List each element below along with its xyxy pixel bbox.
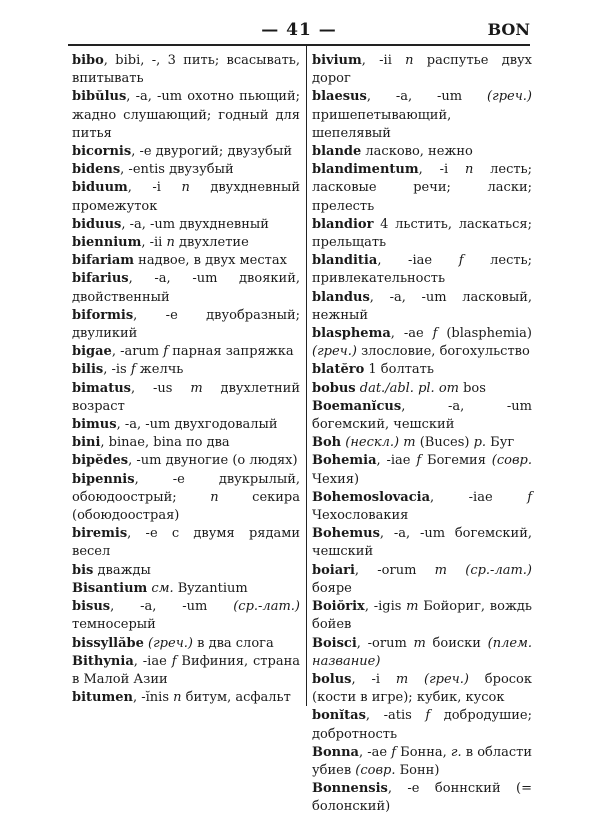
entry-text: , -ae	[359, 744, 392, 760]
entry-text: Богемия	[421, 453, 492, 469]
grammar-note: m	[190, 380, 203, 396]
entry-text: , -orum	[354, 562, 435, 578]
entry-text	[447, 563, 465, 578]
dictionary-entry	[72, 161, 300, 179]
dictionary-entry	[312, 562, 532, 598]
entry-text: ласково, нежно	[361, 144, 473, 160]
grammar-note: (плем. название)	[312, 635, 532, 669]
headword: blaesus	[312, 89, 367, 105]
grammar-note: m	[406, 599, 419, 615]
entry-text: , -a, -um двухдневный	[121, 216, 269, 232]
headword: blatĕro	[312, 362, 365, 378]
grammar-note: f	[416, 453, 422, 469]
grammar-note: f	[391, 744, 397, 760]
dictionary-entry	[312, 707, 532, 743]
dictionary-entry	[72, 598, 300, 634]
headword: bifariam	[72, 253, 135, 269]
grammar-note: (нескл.)	[345, 435, 400, 451]
grammar-note: f	[171, 653, 177, 669]
entry-text: , -i	[127, 180, 182, 196]
dictionary-entry	[312, 671, 532, 707]
headword: bini	[72, 435, 101, 451]
dictionary-entry	[72, 343, 300, 361]
dictionary-entry	[72, 653, 300, 689]
entry-text: , -i	[418, 162, 465, 178]
headword: bipĕdes	[72, 453, 129, 469]
grammar-note: m	[403, 435, 416, 451]
dictionary-entry	[312, 325, 532, 361]
grammar-note: (ср.-лат.)	[233, 599, 300, 615]
dictionary-entry	[72, 635, 300, 653]
headword: Bohemus	[312, 526, 380, 542]
headword: biennium	[72, 235, 142, 251]
entry-text: лесть; ласковые речи; ласки; прелесть	[312, 162, 533, 214]
dictionary-entry	[72, 307, 300, 343]
headword: bibŭlus	[72, 89, 127, 105]
dictionary-entry	[72, 452, 300, 470]
entry-text: , -e двукрылый, обоюдоострый;	[72, 471, 300, 505]
entry-text: , -orum	[356, 635, 414, 651]
right-column	[312, 52, 532, 817]
dictionary-entry	[72, 88, 300, 143]
headword: bolus	[312, 671, 352, 687]
grammar-note: (греч.)	[424, 671, 469, 687]
headword: bissyllăbe	[72, 635, 144, 651]
grammar-note: г.	[450, 744, 462, 760]
headword: biremis	[72, 526, 128, 542]
entry-text: , -a, -um охотно пьющий; жадно слушающий; годный для питья	[72, 89, 300, 141]
entry-text: , -us	[130, 380, 191, 396]
entry-text: , -iae	[377, 253, 459, 269]
grammar-note: (ср.-лат.)	[465, 562, 533, 578]
dictionary-entry	[312, 216, 532, 252]
entry-text: , -atis	[365, 708, 426, 724]
grammar-note: m	[434, 562, 447, 578]
entry-text: Бонна,	[396, 744, 451, 760]
entry-text: , -ae	[390, 326, 433, 342]
entry-text: , -um двуногие (о людях)	[128, 453, 298, 469]
entry-text: парная запряжка	[168, 344, 294, 360]
dictionary-entry	[312, 380, 532, 398]
dictionary-entry	[312, 398, 532, 434]
grammar-note: (греч.)	[487, 89, 532, 105]
headword: bibo	[72, 53, 104, 68]
entry-text: двухлетие	[174, 235, 249, 251]
entry-text: лесть; привлекательность	[312, 253, 532, 287]
dictionary-entry	[72, 52, 300, 88]
grammar-note: (совр.	[355, 762, 396, 778]
dictionary-entry	[312, 452, 532, 488]
headword: bidens	[72, 162, 121, 178]
entry-text: боиски	[425, 635, 488, 651]
headword: biformis	[72, 307, 134, 323]
entry-text: (Buces)	[415, 435, 474, 451]
page-number: — 41 —	[261, 20, 337, 40]
dictionary-entry	[312, 489, 532, 525]
entry-text: Буг	[486, 435, 515, 451]
dictionary-entry	[312, 598, 532, 634]
entry-text: , -is	[103, 362, 131, 378]
entry-text: в области убиев	[312, 744, 532, 778]
grammar-note: m	[395, 671, 409, 687]
grammar-note: см.	[151, 580, 174, 596]
entry-text: bos	[458, 380, 486, 396]
guide-word: BON	[487, 20, 530, 39]
entry-text: , -e двурогий; двузубый	[131, 144, 292, 160]
headword: bipennis	[72, 471, 135, 487]
dictionary-entry	[312, 52, 532, 88]
headword: Bisantium	[72, 580, 148, 596]
entry-text: , -a, -um	[110, 599, 234, 615]
entry-text: , -entis двузубый	[120, 162, 234, 178]
headword: bitumen	[72, 690, 133, 706]
entry-text: , -e боннский (= болонский)	[312, 781, 532, 815]
dictionary-entry	[312, 780, 532, 816]
grammar-note: f	[425, 708, 431, 724]
dictionary-entry	[312, 744, 532, 780]
entry-text: , -ii	[361, 53, 406, 68]
grammar-note: f	[432, 326, 438, 342]
dictionary-entry	[312, 434, 532, 452]
dictionary-entry	[72, 143, 300, 161]
entry-text: Чехословакия	[312, 508, 409, 524]
headword: bicornis	[72, 144, 132, 160]
headword: blandior	[312, 216, 374, 232]
headword: bobus	[312, 380, 356, 396]
headword: Bonna	[312, 744, 359, 760]
dictionary-entry	[72, 689, 300, 707]
headword: biduum	[72, 180, 128, 196]
entry-text: надвое, в двух местах	[134, 253, 287, 269]
entry-text	[408, 672, 424, 687]
dictionary-entry	[72, 562, 300, 580]
dictionary-entry	[312, 635, 532, 671]
headword: blanditia	[312, 253, 378, 269]
headword: Bonnensis	[312, 781, 388, 797]
headword: Boisci	[312, 635, 357, 651]
headword: Bohemia	[312, 453, 377, 469]
dictionary-entry	[72, 270, 300, 306]
page-header	[68, 14, 530, 46]
grammar-note: n	[405, 53, 414, 68]
headword: bisus	[72, 599, 111, 615]
entry-text: Чехия)	[312, 471, 360, 487]
entry-text: добродушие; добротность	[312, 708, 532, 742]
entry-text: Вифиния, страна в Малой Азии	[72, 653, 300, 687]
grammar-note: n	[166, 235, 175, 251]
entry-text: дважды	[93, 562, 151, 578]
grammar-note: (греч.)	[148, 635, 193, 651]
entry-text: темносерый	[72, 617, 156, 633]
entry-text: , -i	[351, 671, 396, 687]
dictionary-entry	[72, 361, 300, 379]
grammar-note: n	[173, 690, 182, 706]
entry-text: , -iae	[430, 489, 528, 505]
headword: blandimentum	[312, 162, 419, 178]
header-rule	[68, 44, 530, 46]
dictionary-entry	[72, 216, 300, 234]
dictionary-entry	[312, 143, 532, 161]
headword: blandus	[312, 289, 370, 305]
entry-text: злословие, богохульство	[356, 344, 530, 360]
left-column	[72, 52, 300, 707]
dictionary-entry	[312, 361, 532, 379]
grammar-note: f	[458, 253, 464, 269]
entry-text: секира (обоюдоострая)	[72, 489, 300, 524]
entry-text: желчь	[135, 362, 184, 378]
entry-text: , -arum	[111, 344, 164, 360]
entry-text: , -a, -um ласковый, нежный	[312, 289, 532, 323]
headword: bilis	[72, 362, 104, 378]
entry-text: , -a, -um богемский, чешский	[312, 398, 532, 433]
dictionary-entry	[312, 289, 532, 325]
grammar-note: dat./abl. pl. от	[359, 380, 459, 396]
dictionary-entry	[72, 179, 300, 215]
entry-text: двухдневный промежуток	[72, 180, 301, 214]
entry-text: в два слога	[192, 635, 274, 651]
headword: Boh	[312, 435, 342, 451]
headword: bonĭtas	[312, 708, 366, 724]
headword: bis	[72, 562, 94, 578]
dictionary-entry	[72, 471, 300, 526]
grammar-note: n	[210, 489, 219, 505]
entry-text: , -a, -um двухгодовалый	[116, 417, 278, 433]
dictionary-entry	[72, 580, 300, 598]
entry-text: , -ĭnis	[132, 690, 174, 706]
grammar-note: f	[527, 489, 532, 505]
entry-text: , -ii	[141, 235, 167, 251]
headword: bivium	[312, 53, 362, 68]
entry-text: , -iae	[376, 453, 417, 469]
headword: bimatus	[72, 380, 131, 396]
entry-text: , -e с двумя рядами весел	[72, 526, 300, 560]
entry-text: пришепетывающий, шепелявый	[312, 107, 452, 141]
headword: Bohemoslovacia	[312, 489, 430, 505]
headword: blande	[312, 144, 362, 160]
grammar-note: р.	[473, 435, 487, 451]
entry-text: , -a, -um двоякий, двойственный	[72, 271, 300, 305]
dictionary-entry	[72, 380, 300, 416]
entry-text: , bibi, -, 3 пить; всасывать, впитывать	[72, 53, 300, 87]
entry-text: , binae, bina по два	[100, 435, 230, 451]
dictionary-entry	[312, 161, 532, 216]
dictionary-entry	[312, 525, 532, 561]
entry-text: , -igis	[364, 599, 407, 615]
headword: Boemanĭcus	[312, 398, 402, 414]
grammar-note: f	[130, 362, 136, 378]
entry-text: 4 льстить, ласкаться; прельщать	[312, 216, 532, 251]
grammar-note: m	[413, 635, 426, 651]
entry-text: бросок (кости в игре); кубик, кусок	[312, 671, 533, 706]
dictionary-entry	[72, 234, 300, 252]
grammar-note: n	[181, 180, 190, 196]
dictionary-entry	[72, 434, 300, 452]
headword: bifarius	[72, 271, 129, 287]
entry-text: 1 болтать	[364, 362, 434, 378]
entry-text: бояре	[312, 580, 352, 596]
entry-text: Byzantium	[173, 580, 248, 596]
column-divider	[306, 46, 307, 706]
headword: biduus	[72, 216, 122, 232]
entry-text: двухлетний возраст	[72, 380, 301, 414]
dictionary-entry	[312, 252, 532, 288]
grammar-note: n	[464, 162, 474, 178]
dictionary-entry	[72, 252, 300, 270]
headword: boiari	[312, 562, 355, 578]
grammar-note: (совр.	[491, 453, 532, 469]
dictionary-entry	[72, 525, 300, 561]
headword: bimus	[72, 417, 117, 433]
entry-text: битум, асфальт	[181, 690, 291, 706]
dictionary-entry	[72, 416, 300, 434]
headword: Bithynia	[72, 653, 134, 669]
entry-text: , -e двуобразный; двуликий	[72, 307, 300, 342]
entry-text: (blasphemia)	[437, 326, 532, 342]
entry-text: Бойориг, вождь бойев	[312, 599, 532, 633]
entry-text: , -a, -um богемский, чешский	[312, 526, 532, 560]
entry-text: , -a, -um	[366, 89, 488, 105]
grammar-note: (греч.)	[312, 344, 357, 360]
entry-text: Бонн)	[395, 762, 440, 778]
entry-text: , -iae	[133, 653, 172, 669]
dictionary-entry	[312, 88, 532, 143]
grammar-note: f	[163, 344, 169, 360]
entry-text: распутье двух дорог	[312, 53, 533, 87]
headword: blasphema	[312, 326, 391, 342]
headword: bigae	[72, 344, 112, 360]
headword: Boiŏrix	[312, 599, 365, 615]
